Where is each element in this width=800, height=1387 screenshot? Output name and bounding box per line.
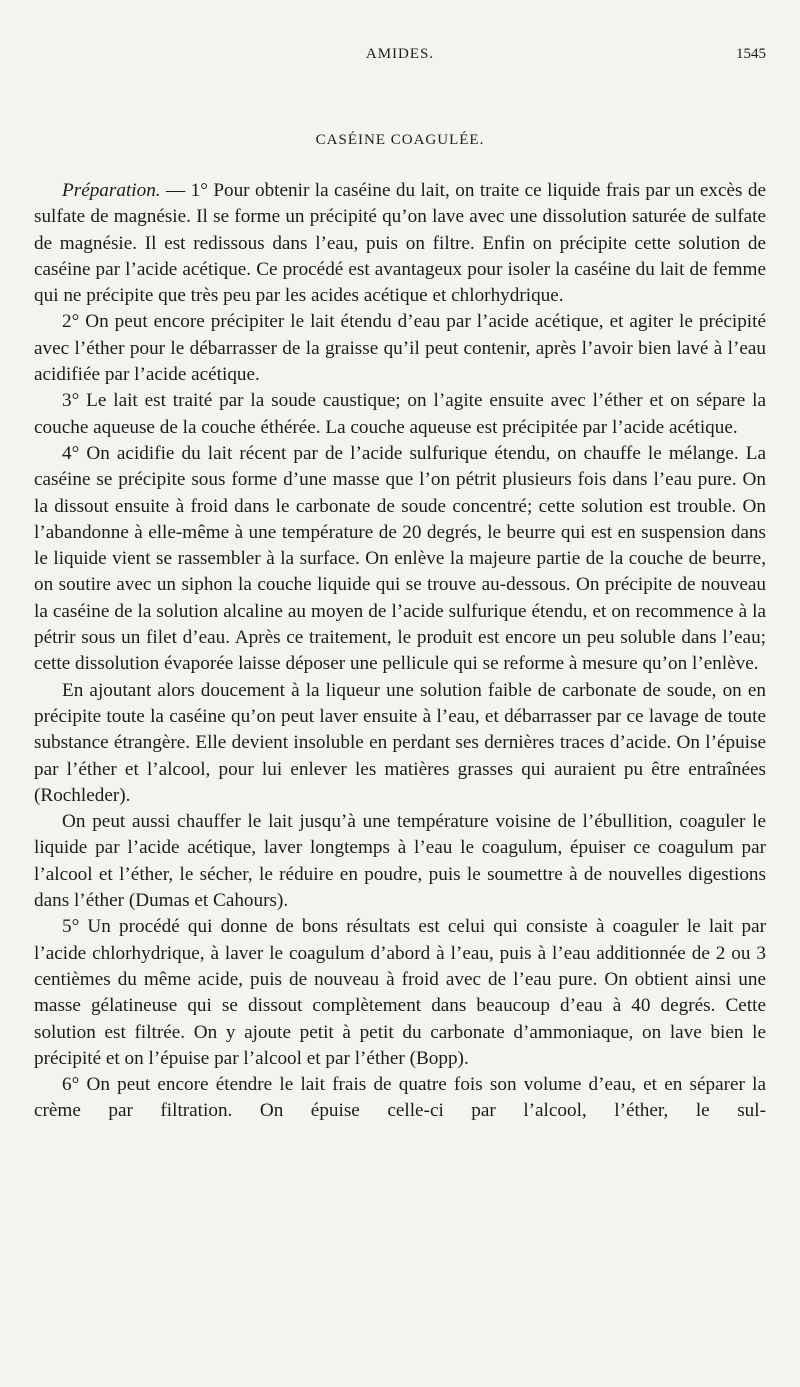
paragraph-method-3: 3° Le lait est traité par la soude caustique; on l’agite ensuite avec l’éther et on sépare la couche aqueuse de la couche éthérée. La couche aqueuse est précipitée par l’acide acétique.: [34, 390, 766, 438]
page-header: [34, 46, 766, 70]
paragraph-preparation: [34, 178, 766, 309]
paragraph-method-5: 5° Un procédé qui donne de bons résultats est celui qui consiste à coaguler le lait par l’acide chlorhydrique, à laver le coagulum d’abord à l’eau, puis à l’eau additionnée de 2 ou 3 centièmes du même acide, puis de nouveau à froid avec de l’eau pure. On obtient ainsi une masse gélatineuse qui se dissout complètement dans beaucoup d’eau à 40 degrés. Cette solution est filtrée. On y ajoute petit à petit du carbonate d’ammoniaque, on lave bien le précipité et on l’épuise par l’alcool et par l’éther (Bopp).: [34, 916, 766, 1069]
paragraph-method-6: 6° On peut encore étendre le lait frais de quatre fois son volume d’eau, et en séparer la crème par filtration. On épuise celle-ci par l’alcool, l’éther, le sul-: [34, 1074, 766, 1122]
paragraph-method-2: 2° On peut encore précipiter le lait étendu d’eau par l’acide acétique, et agiter le précipité avec l’éther pour le débarrasser de la graisse qu’il peut contenir, après l’avoir bien lavé à l’eau acidifiée par l’acide acétique.: [34, 311, 766, 386]
paragraph-text: — 1° Pour obtenir la caséine du lait, on traite ce liquide frais par un excès de sulfate de magnésie. Il se forme un précipité qu’on lave avec une dissolution saturée de sulfate de magnésie. Il est redissous dans l’eau, puis on filtre. Enfin on précipite cette solution de caséine par l’acide acétique. Ce procédé est avantageux pour isoler la caséine du lait de femme qui ne précipite que très peu par les acides acétique et chlorhydrique.: [34, 180, 766, 307]
page-number: 1545: [736, 46, 766, 62]
running-head: AMIDES.: [365, 46, 435, 62]
paragraph-boiling: On peut aussi chauffer le lait jusqu’à une température voisine de l’ébullition, coaguler le liquide par l’acide acétique, laver longtemps à l’eau le coagulum, épuiser ce coagulum par l’alcool et l’éther, le sécher, le réduire en poudre, puis le soumettre à de nouvelles digestions dans l’éther (Dumas et Cahours).: [34, 811, 766, 912]
paragraph-lead: Préparation.: [62, 180, 161, 201]
paragraph-carbonate: En ajoutant alors doucement à la liqueur une solution faible de carbonate de soude, on en précipite toute la caséine qu’on peut laver ensuite à l’eau, et débarrasser par ce lavage de toute substance étrangère. Elle devient insoluble en perdant ses dernières traces d’acide. On l’épuise par l’éther et l’alcool, pour lui enlever les matières grasses qui auraient pu être entraînées (Rochleder).: [34, 679, 766, 806]
paragraph-method-4: 4° On acidifie du lait récent par de l’acide sulfurique étendu, on chauffe le mélange. La caséine se précipite sous forme d’une masse que l’on pétrit plusieurs fois dans l’eau pure. On la dissout ensuite à froid dans le carbonate de soude concentré; cette solution est trouble. On l’abandonne à elle-même à une température de 20 degrés, le beurre qui est en suspension dans le liquide vient se rassembler à la surface. On enlève la majeure partie de la couche de beurre, on soutire avec un siphon la couche liquide qui se trouve au-dessous. On précipite de nouveau la caséine de la solution alcaline au moyen de l’acide sulfurique étendu, et on recommence à la pétrir sous un filet d’eau. Après ce traitement, le produit est encore un peu soluble dans l’eau; cette dissolution évaporée laisse déposer une pellicule qui se reforme à mesure qu’on l’enlève.: [34, 442, 766, 675]
section-title: CASÉINE COAGULÉE.: [315, 132, 485, 148]
body-text: [34, 178, 766, 1125]
